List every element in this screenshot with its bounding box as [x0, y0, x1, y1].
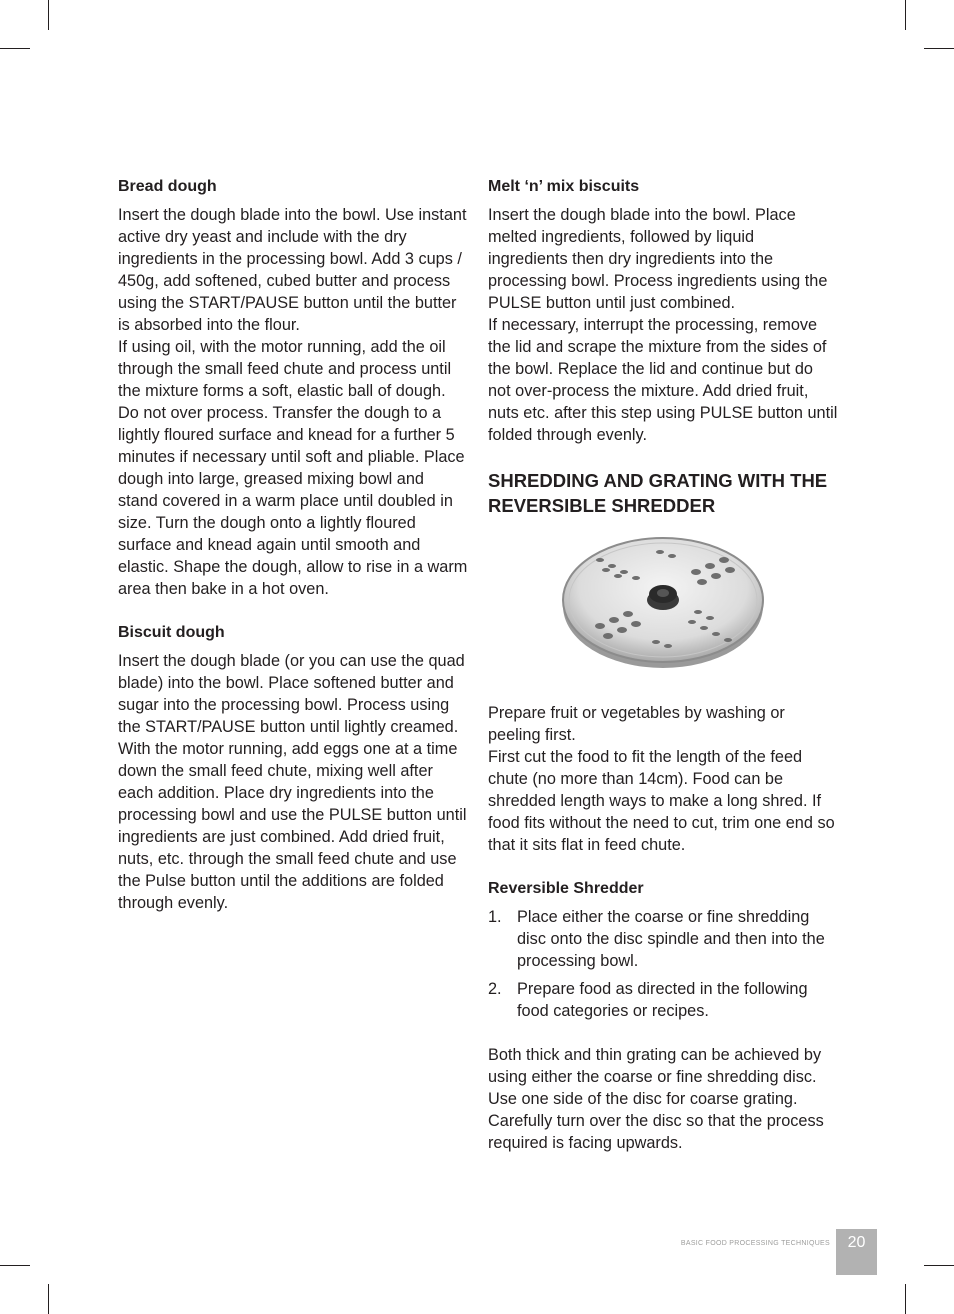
step-number: 1. — [488, 908, 502, 926]
left-column — [118, 176, 468, 914]
footer-section-label: BASIC FOOD PROCESSING TECHNIQUES — [680, 1240, 830, 1247]
shredder-steps-list — [488, 906, 838, 1022]
step-number: 2. — [488, 980, 502, 998]
reversible-shredder-heading: Reversible Shredder — [488, 880, 644, 897]
list-item — [488, 906, 838, 972]
grating-paragraph: Both thick and thin grating can be achieved by using either the coarse or fine shredding disc. Use one side of the disc for coarse grating. Carefully turn over the disc so that the process required is facing upwards. — [488, 1046, 824, 1152]
crop-mark — [48, 1284, 49, 1314]
biscuit-dough-heading: Biscuit dough — [118, 624, 225, 641]
crop-mark — [905, 0, 906, 30]
list-item — [488, 978, 838, 1022]
crop-mark — [905, 1284, 906, 1314]
melt-n-mix-heading: Melt ‘n’ mix biscuits — [488, 178, 640, 195]
step-text: Place either the coarse or fine shredding disc onto the disc spindle and then into the processing bowl. — [517, 908, 825, 970]
bread-dough-paragraph-1: Insert the dough blade into the bowl. Use instant active dry yeast and include with the dry ingredients in the processing bowl. Add 3 cups / 450g, add softened, cubed butter and process using the START/PAUSE button until the butter is absorbed into the flour. — [118, 206, 467, 334]
prepare-paragraph-1: Prepare fruit or vegetables by washing or peeling first. — [488, 704, 785, 744]
right-column — [488, 176, 838, 1154]
crop-mark — [48, 0, 49, 30]
biscuit-dough-paragraph: Insert the dough blade (or you can use the quad blade) into the bowl. Place softened butter and sugar into the processing bowl. Process using the START/PAUSE button until lightly creamed. With the motor running, add eggs one at a time down the small feed chute, mixing well after each addition. Place dry ingredients into the processing bowl and use the PULSE button until ingredients are just combined. Add dried fruit, nuts, etc. through the small feed chute and use the Pulse button until the additions are folded through evenly. — [118, 652, 467, 912]
crop-mark — [0, 1265, 30, 1266]
shredder-disc-icon — [560, 530, 766, 676]
bread-dough-heading: Bread dough — [118, 178, 217, 195]
page-number: 20 — [836, 1229, 877, 1275]
step-text: Prepare food as directed in the following food categories or recipes. — [517, 980, 808, 1020]
melt-n-mix-paragraph-1: Insert the dough blade into the bowl. Place melted ingredients, followed by liquid ingredients then dry ingredients into the processing bowl. Process ingredients using the PULSE button until just combined. — [488, 206, 828, 312]
melt-n-mix-paragraph-2: If necessary, interrupt the processing, remove the lid and scrape the mixture from the sides of the bowl. Replace the lid and continue but do not over-process the mixture. Add dried fruit, nuts etc. after this step using PULSE button until folded through evenly. — [488, 316, 838, 444]
shredding-section-heading: SHREDDING AND GRATING WITH THE REVERSIBLE SHREDDER — [488, 470, 828, 516]
crop-mark — [924, 48, 954, 49]
crop-mark — [924, 1265, 954, 1266]
bread-dough-paragraph-2: If using oil, with the motor running, add the oil through the small feed chute and process until the mixture forms a soft, elastic ball of dough. Do not over process. Transfer the dough to a lightly floured surface and knead for a further 5 minutes if necessary until soft and pliable. Place dough into large, greased mixing bowl and stand covered in a warm place until doubled in size. Turn the dough onto a lightly floured surface and knead again until smooth and elastic. Shape the dough, allow to rise in a warm area then bake in a hot oven. — [118, 338, 468, 598]
crop-mark — [0, 48, 30, 49]
prepare-paragraph-2: First cut the food to fit the length of the feed chute (no more than 14cm). Food can be shredded length ways to make a long shred. If food fits without the need to cut, trim one end so that it sits flat in feed chute. — [488, 748, 835, 854]
shredder-disc-image — [488, 530, 838, 676]
